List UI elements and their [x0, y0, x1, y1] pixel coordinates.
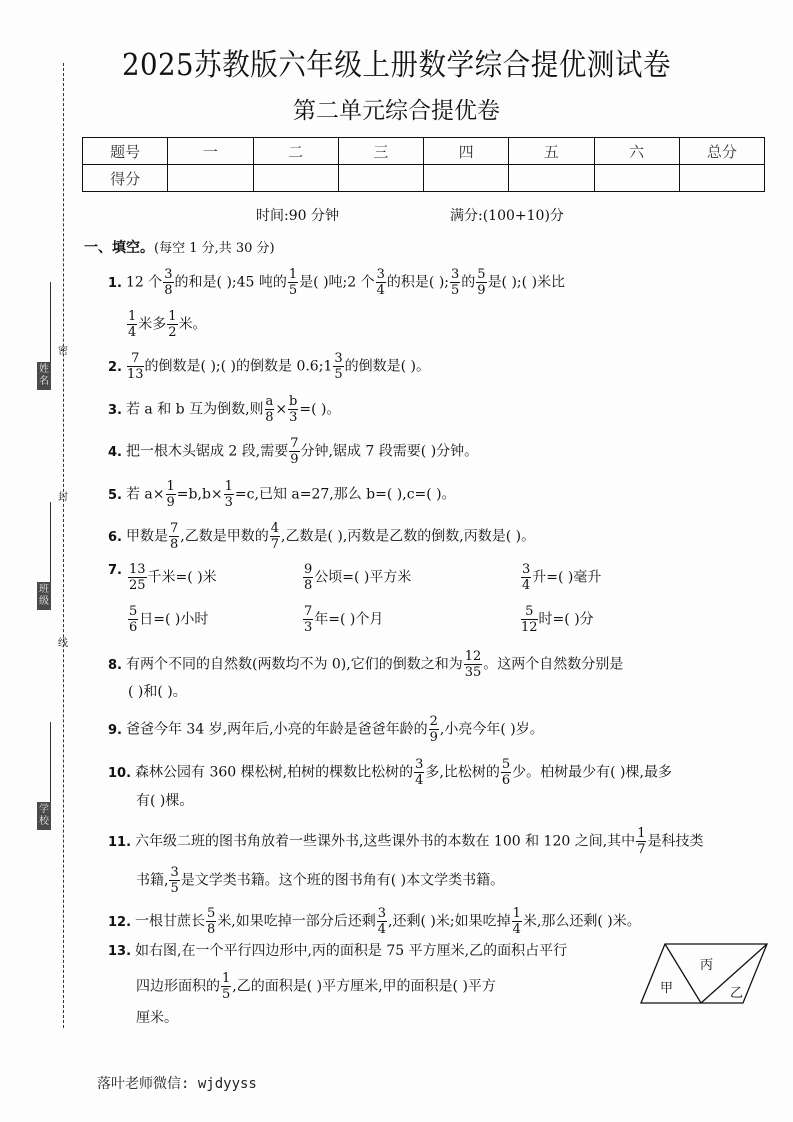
- score-cell[interactable]: [253, 165, 338, 192]
- fraction: $\frac{3}{5}$: [334, 351, 343, 382]
- q-text: 甲数是: [125, 528, 168, 545]
- fraction: $\frac{1}{5}$: [222, 971, 231, 1002]
- q-text: ,小亮今年( )岁。: [439, 721, 544, 738]
- question-number: 9.: [108, 722, 122, 738]
- fraction: $\frac{3}{4}$: [376, 267, 385, 298]
- q-text: 的倒数是( );( )的倒数是 0.6;1: [144, 358, 333, 375]
- fraction: $\frac{3}{4}$: [415, 757, 424, 788]
- header-cell: 五: [509, 138, 594, 165]
- q-text: 。这两个自然数分别是: [483, 656, 624, 673]
- parallelogram-diagram: [638, 940, 773, 1010]
- question-number: 11.: [108, 834, 132, 850]
- section-1-note: (每空 1 分,共 30 分): [154, 241, 275, 256]
- fraction: $\frac{7}{9}$: [290, 436, 299, 467]
- q-text: 米。: [178, 316, 207, 333]
- fraction: $\frac{2}{9}$: [429, 714, 438, 745]
- question-7-item: [302, 563, 411, 592]
- q-text: 的和是( );45 吨的: [174, 274, 287, 291]
- question-9: [108, 715, 544, 744]
- fraction: $\frac{5}{12}$: [521, 604, 538, 635]
- q-text: 把一根木头锯成 2 段,需要: [125, 443, 289, 460]
- footer-contact: 落叶老师微信: wjdyyss: [97, 1076, 257, 1092]
- q-text: 书籍,: [136, 872, 169, 889]
- question-2: [108, 352, 430, 381]
- parallelogram-figure: [638, 940, 773, 1014]
- q-text: 的倒数是( )。: [344, 358, 430, 375]
- school-field-label: 学校: [37, 802, 51, 830]
- fraction: $\frac{1}{5}$: [288, 267, 298, 298]
- q-text: 升=( )毫升: [532, 569, 602, 586]
- q-text: 公顷=( )平方米: [314, 569, 412, 586]
- q-text: =b,b×: [176, 486, 223, 503]
- question-5: [108, 480, 456, 509]
- page-subtitle: 第二单元综合提优卷: [293, 98, 500, 124]
- question-8-continued: ( )和( )。: [128, 684, 187, 700]
- fraction: $\frac{13}{25}$: [129, 562, 146, 593]
- q-text: 森林公园有 360 棵松树,柏树的棵数比松树的: [135, 764, 414, 781]
- question-11-continued: [136, 866, 504, 895]
- fraction: $\frac{1}{4}$: [128, 309, 137, 340]
- fraction: $\frac{4}{7}$: [270, 521, 279, 552]
- q-text: 时=( )分: [538, 611, 594, 628]
- q-text: 一根甘蔗长: [135, 913, 206, 930]
- question-1-continued: [126, 310, 207, 339]
- region-label-jia: 甲: [660, 981, 674, 996]
- section-1-heading: [84, 237, 275, 257]
- question-13-line-2: [136, 972, 496, 1001]
- q-text: 的积是( );: [386, 274, 449, 291]
- time-limit: 时间:90 分钟: [256, 208, 339, 224]
- q-text: 千米=( )米: [147, 569, 217, 586]
- score-row-label: 得分: [83, 165, 168, 192]
- q-text: ,乙的面积是( )平方厘米,甲的面积是( )平方: [232, 978, 496, 995]
- fraction: $\frac{1}{7}$: [637, 826, 646, 857]
- q-text: 有两个不同的自然数(两数均不为 0),它们的倒数之和为: [125, 656, 463, 673]
- score-table-header-row: [83, 138, 765, 165]
- question-8: [108, 650, 623, 679]
- q-text: 分钟,锯成 7 段需要( )分钟。: [300, 443, 479, 460]
- fraction: $\frac{3}{4}$: [377, 906, 387, 937]
- full-marks: 满分:(100+10)分: [450, 208, 564, 224]
- region-label-bing: 丙: [700, 958, 714, 973]
- q-text: 六年级二班的图书角放着一些课外书,这些课外书的本数在 100 和 120 之间,其中: [135, 833, 636, 850]
- header-cell: 二: [253, 138, 338, 165]
- score-cell[interactable]: [594, 165, 679, 192]
- question-10-continued: 有( )棵。: [136, 793, 194, 809]
- score-cell[interactable]: [424, 165, 509, 192]
- q-text: 若 a×: [125, 486, 165, 503]
- question-1: [108, 268, 565, 297]
- binding-dashed-line: [63, 63, 64, 1028]
- score-cell[interactable]: [168, 165, 253, 192]
- q-text: 年=( )个月: [314, 611, 384, 628]
- seal-char-mi: 密: [58, 346, 68, 357]
- question-13-line-3: 厘米。: [136, 1010, 178, 1026]
- question-number: 6.: [108, 529, 122, 545]
- question-7-row-1: [108, 563, 126, 577]
- score-cell[interactable]: [338, 165, 423, 192]
- header-cell: 四: [424, 138, 509, 165]
- question-number: 13.: [108, 944, 132, 959]
- q-text: 米,如果吃掉一部分后还剩: [217, 913, 376, 930]
- question-7-item: [520, 563, 601, 592]
- header-cell: 六: [594, 138, 679, 165]
- score-table: [82, 137, 765, 192]
- q-text: 日=( )小时: [139, 611, 209, 628]
- q-text: ,乙数是( ),丙数是乙数的倒数,丙数是( )。: [281, 528, 536, 545]
- fraction: $\frac{a}{8}$: [265, 394, 274, 425]
- q-text: ×: [275, 401, 288, 418]
- question-13: [108, 944, 567, 958]
- fraction: $\frac{1}{2}$: [168, 309, 177, 340]
- fraction: $\frac{5}{6}$: [129, 604, 138, 635]
- question-7-item: [127, 605, 208, 634]
- question-number: 3.: [108, 402, 122, 418]
- q-text: =c,已知 a=27,那么 b=( ),c=( )。: [234, 486, 456, 503]
- q-text: 的: [461, 274, 476, 291]
- question-number: 8.: [108, 657, 122, 673]
- fraction: $\frac{3}{4}$: [522, 562, 531, 593]
- q-text: 是( )吨;2 个: [299, 274, 375, 291]
- question-7-item: [302, 605, 383, 634]
- q-text: 少。柏树最少有( )棵,最多: [512, 764, 672, 781]
- question-number: 10.: [108, 765, 132, 781]
- question-6: [108, 522, 535, 551]
- q-text: 若 a 和 b 互为倒数,则: [125, 401, 264, 418]
- question-12: [108, 907, 641, 936]
- fraction: $\frac{1}{3}$: [224, 479, 233, 510]
- q-text: ,乙数是甲数的: [180, 528, 269, 545]
- page-title: 2025苏教版六年级上册数学综合提优测试卷: [121, 48, 672, 83]
- question-11: [108, 827, 703, 856]
- question-7-item: [520, 605, 594, 634]
- question-number: 7.: [108, 563, 122, 578]
- seal-char-xian: 线: [58, 638, 68, 649]
- score-table-score-row: [83, 165, 765, 192]
- q-text: 爸爸今年 34 岁,两年后,小亮的年龄是爸爸年龄的: [125, 721, 428, 738]
- question-number: 2.: [108, 359, 122, 375]
- seal-char-feng: 封: [58, 492, 68, 503]
- question-10: [108, 758, 672, 787]
- score-cell[interactable]: [509, 165, 594, 192]
- name-field-line[interactable]: [50, 282, 51, 362]
- header-cell: 题号: [83, 138, 168, 165]
- q-text: 米,那么还剩( )米。: [522, 913, 641, 930]
- q-text: 是( );( )米比: [487, 274, 566, 291]
- score-cell[interactable]: [679, 165, 764, 192]
- class-field-line[interactable]: [50, 502, 51, 582]
- header-cell: 一: [168, 138, 253, 165]
- school-field-line[interactable]: [50, 722, 51, 802]
- q-text: 四边形面积的: [136, 978, 220, 995]
- class-field-label: 班级: [37, 582, 51, 610]
- fraction: $\frac{3}{5}$: [170, 865, 179, 896]
- q-text: 12 个: [125, 274, 163, 291]
- fraction: $\frac{5}{6}$: [501, 757, 511, 788]
- q-text: 米多: [138, 316, 167, 333]
- fraction: $\frac{7}{3}$: [304, 604, 313, 635]
- question-3: [108, 395, 340, 424]
- header-cell: 总分: [679, 138, 764, 165]
- q-text: ,还剩( )米;如果吃掉: [388, 913, 511, 930]
- q-text: 如右图,在一个平行四边形中,丙的面积是 75 平方厘米,乙的面积占平行: [135, 943, 568, 959]
- question-number: 5.: [108, 487, 122, 503]
- fraction: $\frac{3}{5}$: [451, 267, 460, 298]
- question-number: 4.: [108, 444, 122, 460]
- region-label-yi: 乙: [730, 986, 744, 1001]
- q-text: 多,比松树的: [425, 764, 500, 781]
- fraction: $\frac{7}{8}$: [169, 521, 179, 552]
- question-number: 1.: [108, 275, 122, 291]
- name-field-label: 姓名: [37, 362, 51, 390]
- question-4: [108, 437, 478, 466]
- fraction: $\frac{1}{9}$: [166, 479, 175, 510]
- question-7-item: [127, 563, 217, 592]
- q-text: =( )。: [299, 401, 341, 418]
- q-text: 是文学类书籍。这个班的图书角有( )本文学类书籍。: [180, 872, 505, 889]
- fraction: $\frac{5}{8}$: [207, 906, 216, 937]
- fraction: $\frac{b}{3}$: [289, 394, 298, 425]
- section-1-title: 一、填空。: [84, 240, 154, 256]
- q-text: 是科技类: [647, 833, 704, 850]
- fraction: $\frac{12}{35}$: [464, 649, 482, 680]
- fraction: $\frac{3}{8}$: [164, 267, 173, 298]
- fraction: $\frac{9}{8}$: [304, 562, 313, 593]
- question-number: 12.: [108, 914, 132, 930]
- fraction: $\frac{5}{9}$: [477, 267, 486, 298]
- fraction: $\frac{7}{13}$: [126, 351, 144, 382]
- header-cell: 三: [338, 138, 423, 165]
- fraction: $\frac{1}{4}$: [512, 906, 521, 937]
